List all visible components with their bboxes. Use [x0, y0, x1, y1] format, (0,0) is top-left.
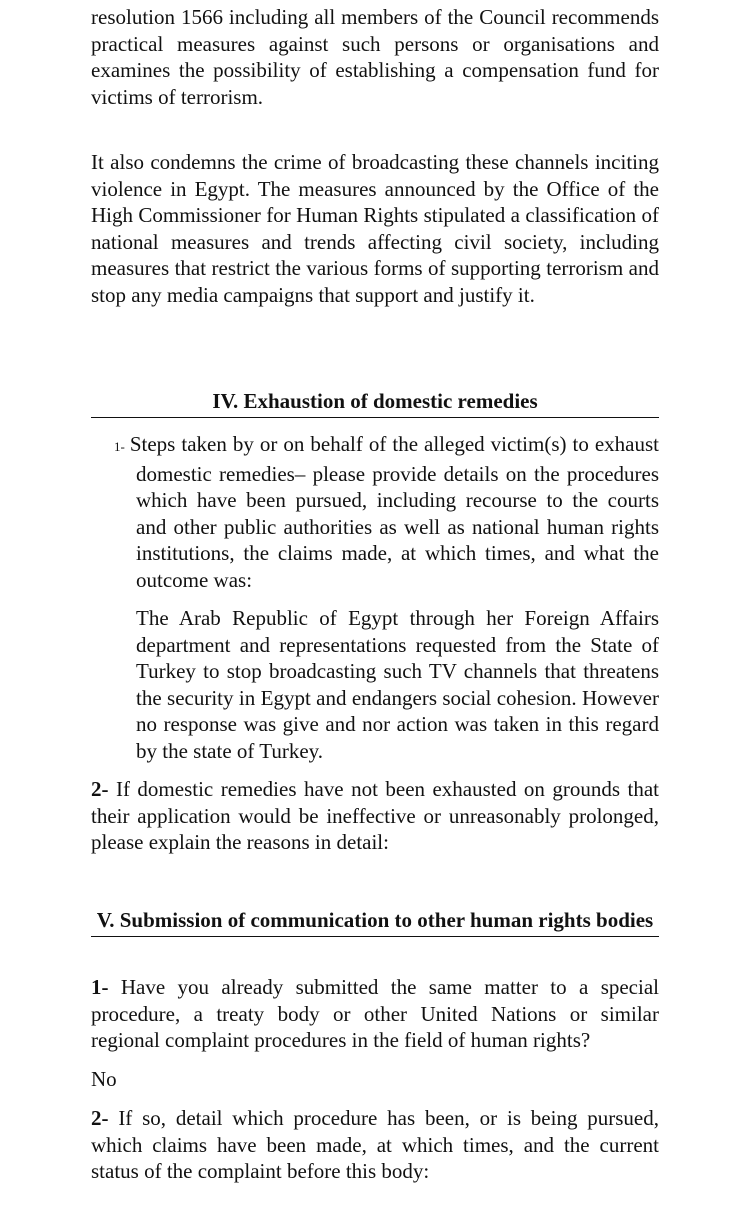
section-v-item-1-number: 1-	[91, 975, 109, 999]
section-iv-item-1	[114, 431, 659, 593]
section-v-item-2-number: 2-	[91, 1106, 109, 1130]
section-iv-item-1-text: Steps taken by or on behalf of the alleged victim(s) to exhaust domestic remedies– please provide details on the procedures which have been pursued, including recourse to the courts and other public authorities as well as national human rights institutions, the claims made, at which times, and what the outcome was:	[129, 432, 659, 592]
section-iv-item-1-number: 1-	[114, 439, 125, 454]
section-v-item-1-text: Have you already submitted the same matter to a special procedure, a treaty body or other United Nations or similar regional complaint procedures in the field of human rights?	[91, 975, 659, 1052]
section-iv-item-2-number: 2-	[91, 777, 109, 801]
section-v-item-2	[91, 1105, 659, 1185]
section-v-item-2-text: If so, detail which procedure has been, or is being pursued, which claims have been made, at which times, and the current status of the complaint before this body:	[91, 1106, 659, 1183]
section-v-heading: V. Submission of communication to other human rights bodies	[91, 907, 659, 937]
condemns-paragraph: It also condemns the crime of broadcasting these channels inciting violence in Egypt. The measures announced by the Office of the High Commissioner for Human Rights stipulated a classification of national measures and trends affecting civil society, including measures that restrict the various forms of supporting terrorism and stop any media campaigns that support and justify it.	[91, 150, 659, 307]
section-iv-item-2	[91, 776, 659, 856]
section-iv-heading: IV. Exhaustion of domestic remedies	[91, 388, 659, 418]
continued-paragraph: resolution 1566 including all members of the Council recommends practical measures against such persons or organisations and examines the possibility of establishing a compensation fund for victims of terrorism.	[91, 5, 659, 109]
section-v-item-1	[91, 974, 659, 1054]
section-iv-item-1-answer: The Arab Republic of Egypt through her Foreign Affairs department and representations requested from the State of Turkey to stop broadcasting such TV channels that threatens the security in Egypt and endangers social cohesion. However no response was give and nor action was taken in this regard by the state of Turkey.	[136, 606, 659, 763]
section-v-item-1-answer: No	[91, 1067, 117, 1091]
section-iv-item-2-text: If domestic remedies have not been exhausted on grounds that their application would be ineffective or unreasonably prolonged, please explain the reasons in detail:	[91, 777, 660, 854]
